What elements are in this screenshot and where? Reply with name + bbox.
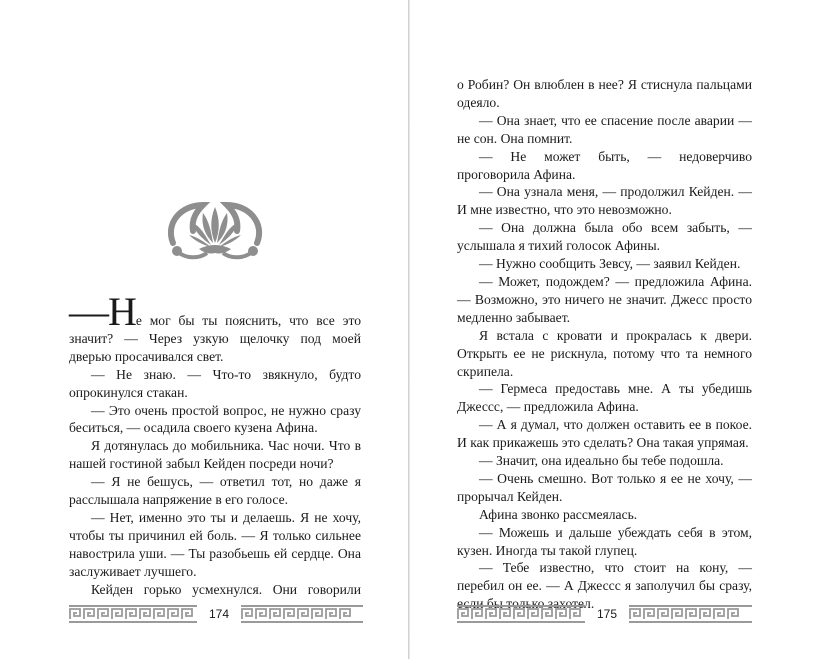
paragraph: Я дотянулась до мобильника. Час ночи. Что в нашей гостиной забыл Кейден посреди ночи? — [69, 438, 361, 472]
paragraph: — Она должна была обо всем забыть, — услышала я тихий голосок Афины. — [457, 220, 752, 254]
paragraph: — Можешь и дальше убеждать себя в этом, кузен. Иногда ты такой глупец. — [457, 524, 752, 558]
paragraph: — Очень смешно. Вот только я ее не хочу, — прорычал Кейден. — [457, 470, 752, 504]
paragraph: — Я не бешусь, — ответил тот, но даже я расслышала напряжение в его голосе. — [69, 474, 361, 508]
paragraph — [69, 289, 361, 366]
paragraph-text: е мог бы ты пояснить, что все это значит? — Через узкую щелочку под моей дверью просачивался свет. — [69, 313, 361, 364]
paragraph: о Робин? Он влюблен в нее? Я стиснула пальцами одеяло. — [457, 77, 752, 110]
left-footer — [69, 603, 363, 625]
drop-cap: —Н — [69, 289, 136, 334]
book-gutter — [408, 0, 410, 659]
right-footer — [457, 603, 752, 625]
greek-meander-border-icon — [629, 605, 752, 623]
paragraph: — Нужно сообщить Зевсу, — заявил Кейден. — [479, 256, 741, 272]
greek-meander-border-icon — [69, 605, 197, 623]
paragraph: — Не может быть, — недоверчиво проговорила Афина. — [457, 148, 752, 182]
paragraph: — А я думал, что должен оставить ее в покое. И как прикажешь это сделать? Она такая упрямая. — [457, 417, 752, 451]
greek-meander-border-icon — [457, 605, 585, 623]
paragraph: — Гермеса предоставь мне. А ты убедишь Джессс, — предложила Афина. — [457, 381, 752, 415]
paragraph: Кейден горько усмехнулся. Они говорили — [91, 581, 361, 597]
paragraph: — Нет, именно это ты и делаешь. Я не хочу, чтобы ты причинил ей боль. — Я только сильнее навострила уши. — Ты разобьешь ей сердце. Она заслуживает лучшего. — [69, 509, 361, 579]
paragraph: Афина звонко рассмеялась. — [479, 506, 638, 522]
paragraph: — Может, подождем? — предложила Афина. — Возможно, это ничего не значит. Джесс просто медленно забывает. — [457, 273, 752, 325]
page-number: 175 — [596, 607, 618, 621]
right-page-text — [457, 76, 752, 613]
paragraph: — Она узнала меня, — продолжил Кейден. — И мне известно, что это невозможно. — [457, 184, 752, 218]
left-page-text — [69, 289, 361, 599]
paragraph: Я встала с кровати и прокралась к двери. Открыть ее не рискнула, потому что та немного скрипела. — [457, 327, 752, 379]
paragraph: — Это очень простой вопрос, не нужно сразу беситься, — осадила своего кузена Афина. — [69, 402, 361, 436]
paragraph: — Она знает, что ее спасение после аварии — не сон. Она помнит. — [457, 112, 752, 146]
paragraph: — Значит, она идеально бы тебе подошла. — [479, 453, 724, 469]
greek-meander-border-icon — [241, 605, 363, 623]
page-number: 174 — [208, 607, 230, 621]
palmette-ornament-icon — [163, 197, 267, 269]
paragraph: — Не знаю. — Что-то звякнуло, будто опрокинулся стакан. — [69, 366, 361, 400]
paragraph: — Тебе известно, что стоит на кону, — перебил он ее. — А Джессс я заполучил бы сразу, если бы только захотел. — [457, 560, 752, 612]
